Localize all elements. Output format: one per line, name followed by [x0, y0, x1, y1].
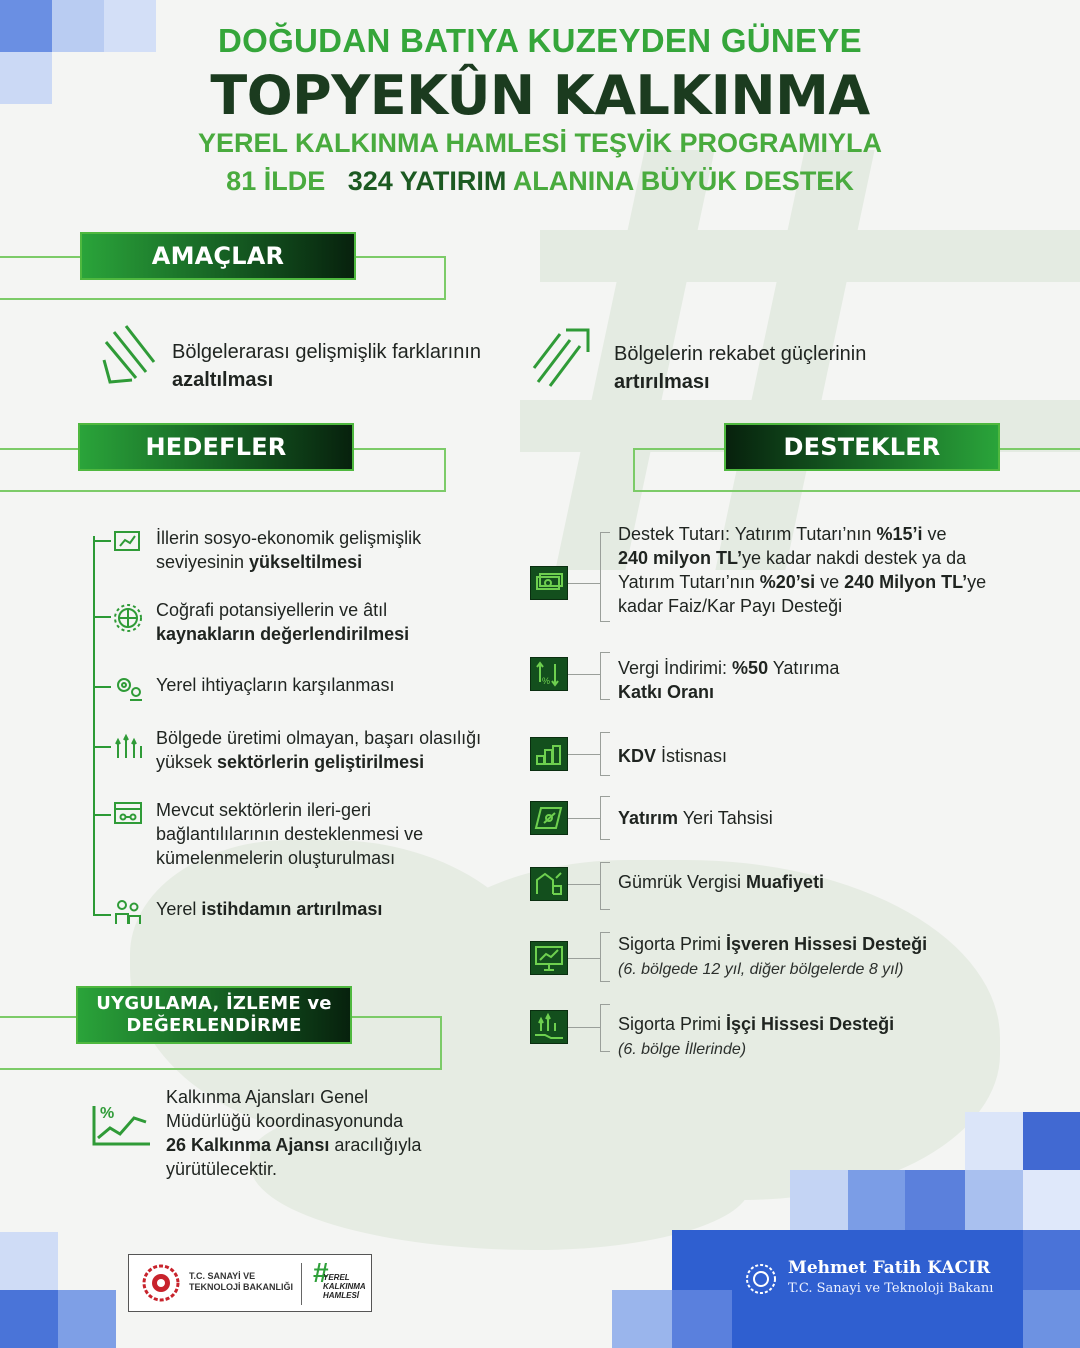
destekler-header: DESTEKLER: [724, 423, 1000, 471]
destek-bracket: [568, 1027, 600, 1028]
gear-people-icon: [112, 672, 144, 702]
destek-5-text: Gümrük Vergisi Muafiyeti: [618, 872, 825, 892]
hedef-5-text: Mevcut sektörlerin ileri-geri bağlantılılarının desteklenmesi ve kümelenmelerin oluşturulması: [156, 800, 424, 868]
destek-bracket: [568, 958, 600, 959]
ministry-logo: [141, 1263, 181, 1303]
ministry-name: T.C. SANAYİ VE TEKNOLOJİ BAKANLIĞI: [189, 1271, 294, 1292]
signer-name: Mehmet Fatih KACIR: [788, 1258, 991, 1278]
destek-bracket: [568, 818, 600, 819]
destek-bracket: [600, 1004, 610, 1005]
destek-bracket: [600, 796, 610, 797]
destek-bracket: [600, 862, 601, 910]
destek-1-text: Destek Tutarı: Yatırım Tutarı’nın %15’i ve 240 milyon TL’ye kadar nakdi destek ya da Yatırım Tutarı’nın %20’si ve 240 Milyon TL’ye kadar Faiz/Kar Payı Desteği: [618, 524, 987, 616]
destek-3-text: KDV İstisnası: [618, 746, 728, 766]
hedef-4-text: Bölgede üretimi olmayan, başarı olasılığı yüksek sektörlerin geliştirilmesi: [156, 728, 482, 772]
coins-icon: [530, 737, 568, 771]
svg-text:%: %: [542, 676, 551, 686]
amac-2-text: Bölgelerin rekabet güçlerinin artırılması: [614, 343, 867, 393]
destek-bracket: [600, 699, 610, 700]
hedef-1-text: İllerin sosyo-ekonomik gelişmişlik seviyesinin yükseltilmesi: [156, 528, 422, 572]
page-title: TOPYEKÛN KALKINMA: [210, 64, 870, 127]
destek-4-text: Yatırım Yeri Tahsisi: [618, 808, 773, 828]
destek-bracket: [600, 775, 610, 776]
destek-bracket: [568, 674, 600, 675]
destek-bracket: [600, 862, 610, 863]
hedef-6-text: Yerel istihdamın artırılması: [156, 899, 383, 919]
hand-growth-icon: [530, 1010, 568, 1044]
destek-bracket: [600, 932, 601, 982]
destek-2-text: Vergi İndirimi: %50 Yatırıma Katkı Oranı: [618, 658, 840, 702]
hedef-tick: [93, 686, 111, 688]
campaign-hash: #: [313, 1257, 329, 1288]
hedef-tick: [93, 914, 111, 916]
uygulama-header: UYGULAMA, İZLEME ve DEĞERLENDİRME: [76, 986, 352, 1044]
hedef-tick: [93, 540, 111, 542]
destek-bracket: [600, 652, 601, 700]
destek-bracket: [600, 932, 610, 933]
destek-bracket: [600, 909, 610, 910]
destek-bracket: [600, 532, 610, 533]
customs-icon: [530, 867, 568, 901]
destek-bracket: [568, 884, 600, 885]
destek-bracket: [568, 583, 600, 584]
signer-title: T.C. Sanayi ve Teknoloji Bakanı: [788, 1281, 994, 1296]
destek-bracket: [600, 652, 610, 653]
destek-6-text: Sigorta Primi İşveren Hissesi Desteği (6. bölgede 12 yıl, diğer bölgelerde 8 yıl): [618, 934, 928, 978]
hedef-tick: [93, 616, 111, 618]
destek-7-text: Sigorta Primi İşçi Hissesi Desteği (6. bölge İllerinde): [618, 1014, 895, 1058]
header-support-text: ALANINA BÜYÜK DESTEK: [512, 166, 854, 196]
destek-bracket: [600, 839, 610, 840]
hedefler-header: HEDEFLER: [78, 423, 354, 471]
amac-1-text: Bölgelerarası gelişmişlik farklarının azaltılması: [172, 341, 482, 391]
destek-bracket: [600, 621, 610, 622]
destek-bracket: [600, 796, 601, 840]
box-chart-icon: [112, 526, 144, 556]
campaign-logo: [311, 1259, 371, 1309]
arrows-down-icon: [100, 322, 162, 386]
hedef-3-text: Yerel ihtiyaçların karşılanması: [156, 675, 395, 695]
hedef-tick: [93, 746, 111, 748]
destek-bracket: [600, 1004, 601, 1052]
footer-logos: [128, 1254, 372, 1312]
header-support-line: [0, 166, 1080, 197]
globe-gear-icon: [112, 602, 144, 634]
tax-percent-icon: [530, 657, 568, 691]
presentation-icon: [530, 941, 568, 975]
destek-bracket: [600, 981, 610, 982]
destek-bracket: [600, 532, 601, 622]
ministry-emblem-icon: [744, 1262, 778, 1296]
percent-growth-icon: [88, 1100, 154, 1150]
arrows-up-icon: [530, 324, 594, 390]
destek-bracket: [600, 1051, 610, 1052]
money-icon: [530, 566, 568, 600]
header-subtitle-top: DOĞUDAN BATIYA KUZEYDEN GÜNEYE: [217, 22, 862, 59]
growth-arrows-icon: [112, 730, 144, 762]
campaign-text: YEREL KALKINMA HAMLESİ: [323, 1273, 366, 1300]
footer-divider: [301, 1263, 302, 1305]
uygulama-text: Kalkınma Ajansları Genel Müdürlüğü koordinasyonunda 26 Kalkınma Ajansı aracılığıyla yürütülecektir.: [166, 1087, 422, 1179]
destek-bracket: [600, 732, 601, 776]
site-plan-icon: [530, 801, 568, 835]
amaclar-header: AMAÇLAR: [80, 232, 356, 280]
hedef-tick: [93, 814, 111, 816]
header-investment-count: 324 YATIRIM: [347, 166, 507, 196]
destek-bracket: [600, 732, 610, 733]
employees-icon: [112, 896, 144, 928]
header-program-line: YEREL KALKINMA HAMLESİ TEŞVİK PROGRAMIYLA: [197, 128, 883, 158]
destek-bracket: [568, 754, 600, 755]
svg-text:%: %: [100, 1105, 115, 1122]
hedef-2-text: Coğrafi potansiyellerin ve âtıl kaynakların değerlendirilmesi: [156, 600, 410, 644]
header-province-count: 81 İLDE: [226, 166, 326, 196]
network-icon: [112, 800, 144, 830]
hedefler-timeline: [93, 536, 95, 916]
